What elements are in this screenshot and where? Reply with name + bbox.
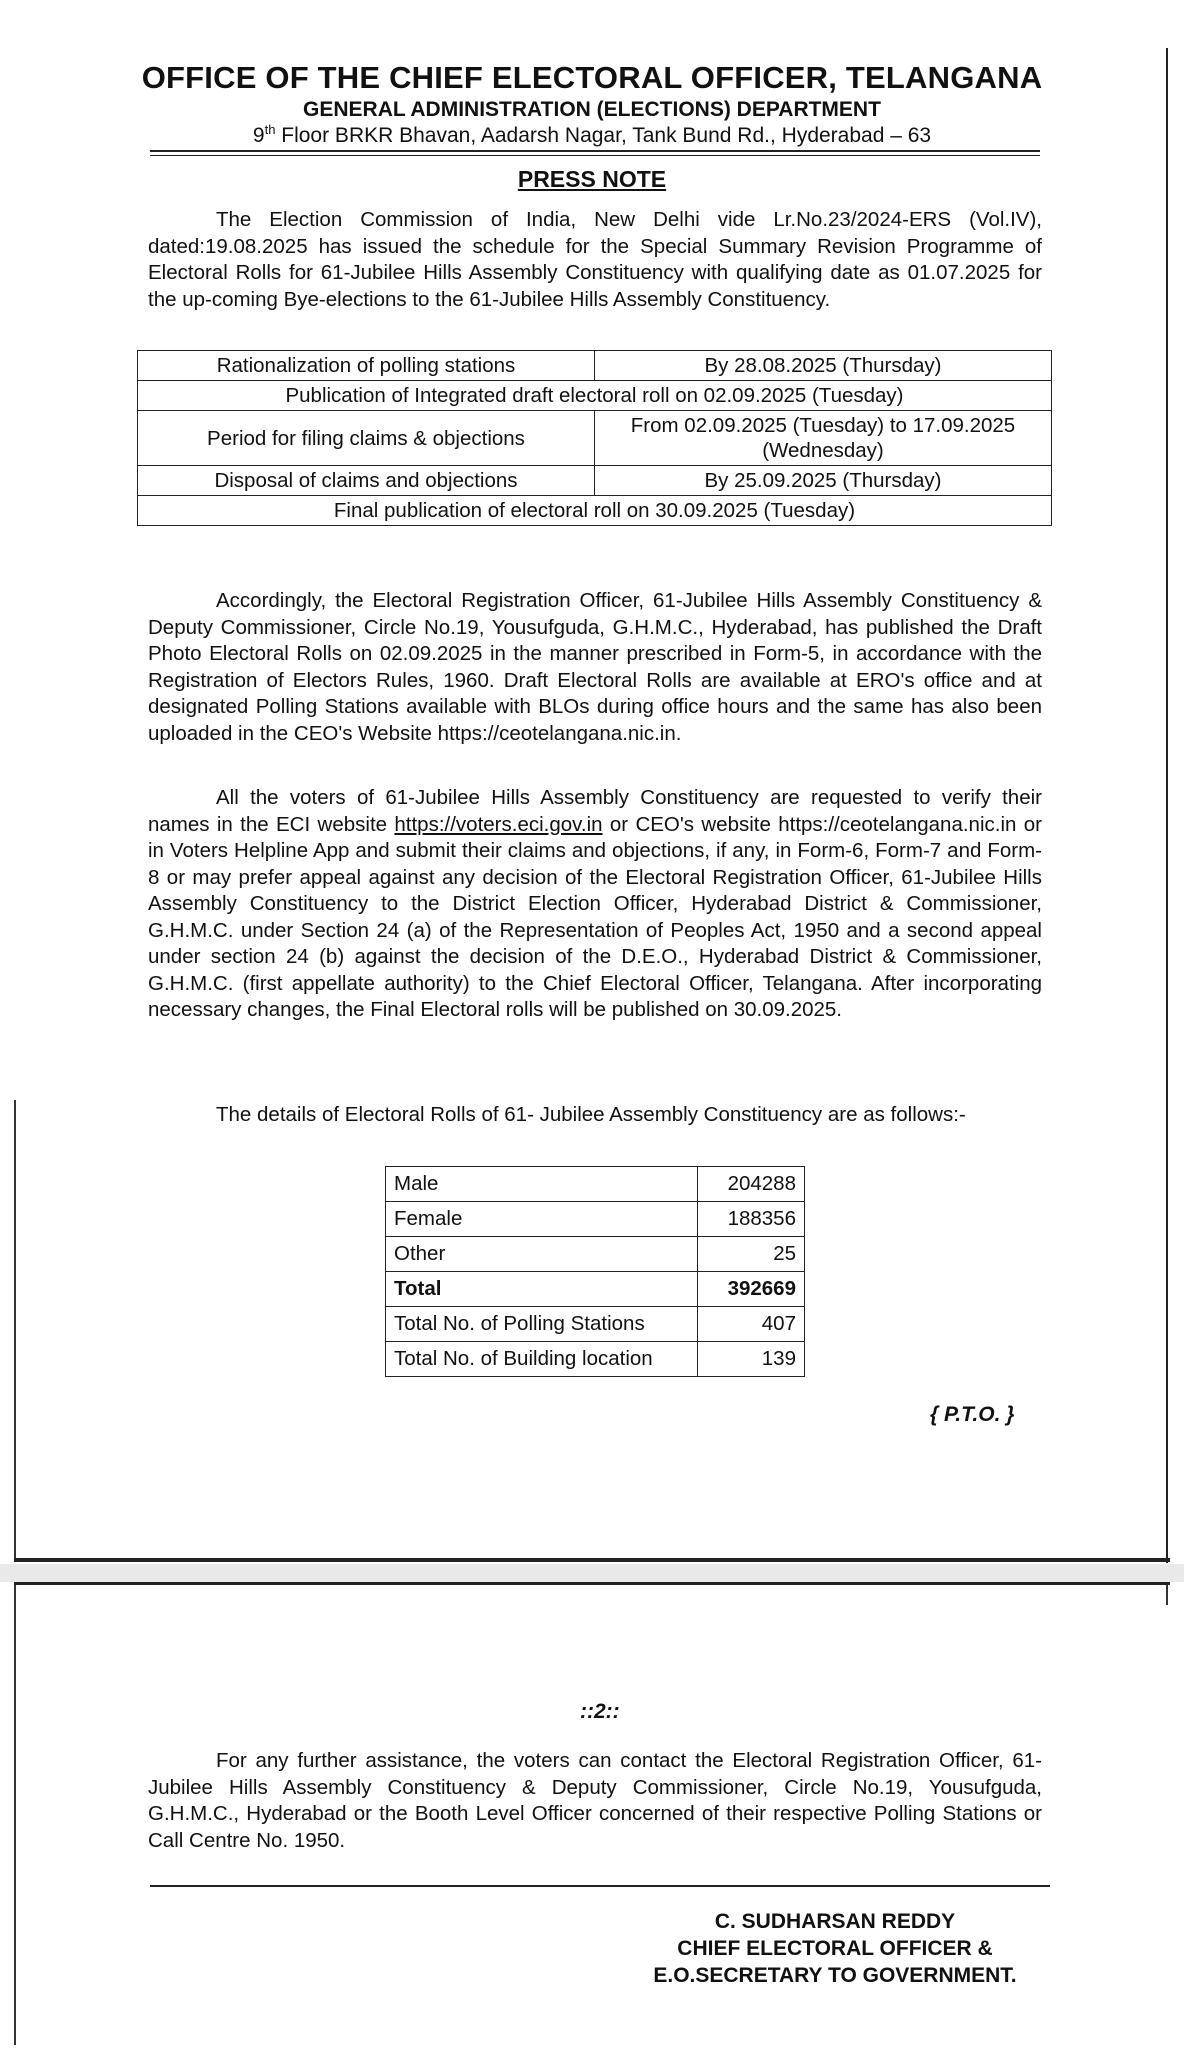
table-row [138, 466, 1052, 496]
details-paragraph: The details of Electoral Rolls of 61- Jubilee Assembly Constituency are as follows:- [216, 1103, 966, 1126]
office-title: OFFICE OF THE CHIEF ELECTORAL OFFICER, TELANGANA [141, 60, 1043, 95]
page-edge [14, 1585, 16, 2045]
stat-label: Male [386, 1167, 698, 1202]
table-row [386, 1237, 805, 1272]
page-number: ::2:: [580, 1700, 620, 1723]
stat-label: Total [386, 1272, 698, 1307]
page-edge [1166, 48, 1168, 1563]
schedule-label: Disposal of claims and objections [138, 466, 595, 496]
electoral-stats-table [385, 1166, 805, 1377]
stat-value: 25 [698, 1237, 805, 1272]
department-name: GENERAL ADMINISTRATION (ELECTIONS) DEPARTMENT [303, 98, 881, 121]
stat-value: 407 [698, 1307, 805, 1342]
schedule-value: By 25.09.2025 (Thursday) [595, 466, 1052, 496]
table-row [386, 1202, 805, 1237]
page-edge [14, 1582, 1170, 1585]
schedule-label: Period for filing claims & objections [138, 411, 595, 466]
stat-value: 204288 [698, 1167, 805, 1202]
intro-paragraph: The Election Commission of India, New Delhi vide Lr.No.23/2024-ERS (Vol.IV), dated:19.08.2025 has issued the schedule for the Special Summary Revision Programme of Electoral Rolls for 61-Jubilee Hills Assembly Constituency with qualifying date as 01.07.2025 for the up-coming Bye-elections to the 61-Jubilee Hills Assembly Constituency. [148, 208, 1042, 311]
signatory-designation: CHIEF ELECTORAL OFFICER & [677, 1937, 993, 1960]
eci-website-link[interactable]: https://voters.eci.gov.in [394, 812, 603, 836]
office-address: 9th Floor BRKR Bhavan, Aadarsh Nagar, Tank Bund Rd., Hyderabad – 63 [252, 122, 932, 147]
pto-note: { P.T.O. } [930, 1403, 1015, 1426]
schedule-full-row: Final publication of electoral roll on 30.09.2025 (Tuesday) [138, 496, 1052, 526]
header-rule [150, 155, 1040, 156]
stat-label: Other [386, 1237, 698, 1272]
assistance-paragraph: For any further assistance, the voters can contact the Electoral Registration Officer, 61-Jubilee Hills Assembly Constituency & Deputy Commissioner, Circle No.19, Yousufguda, G.H.M.C., Hyderabad or the Booth Level Officer concerned of their respective Polling Stations or Call Centre No. 1950. [148, 1749, 1042, 1852]
voters-paragraph: All the voters of 61-Jubilee Hills Assembly Constituency are requested to verify their names in the ECI website https://voters.eci.gov.in or CEO's website https://ceotelangana.nic.in or in Voters Helpline App and submit their claims and objections, if any, in Form-6, Form-7 and Form-8 or may prefer appeal against any decision of the Electoral Registration Officer, 61-Jubilee Hills Assembly Constituency to the District Election Officer, Hyderabad District & Commissioner, G.H.M.C. under Section 24 (a) of the Representation of Peoples Act, 1950 and a second appeal under section 24 (b) against the decision of the D.E.O., Hyderabad District & Commissioner, G.H.M.C. (first appellate authority) to the Chief Electoral Officer, Telangana. After incorporating necessary changes, the Final Electoral rolls will be published on 30.09.2025. [148, 786, 1042, 1021]
signature-rule [150, 1885, 1050, 1887]
header-rule [150, 150, 1040, 152]
table-row [386, 1167, 805, 1202]
stat-value: 139 [698, 1342, 805, 1377]
stat-value: 188356 [698, 1202, 805, 1237]
page-edge [14, 1100, 16, 1560]
page-gap [0, 1564, 1184, 1582]
draft-roll-paragraph: Accordingly, the Electoral Registration Officer, 61-Jubilee Hills Assembly Constituency & Deputy Commissioner, Circle No.19, Yousufguda, G.H.M.C., Hyderabad, has published the Draft Photo Electoral Rolls on 02.09.2025 in the manner prescribed in Form-5, in accordance with the Registration of Electors Rules, 1960. Draft Electoral Rolls are available at ERO's office and at designated Polling Stations available with BLOs during office hours and the same has also been uploaded in the CEO's Website https://ceotelangana.nic.in. [148, 589, 1042, 745]
schedule-value: By 28.08.2025 (Thursday) [595, 351, 1052, 381]
table-row [386, 1272, 805, 1307]
table-row [138, 411, 1052, 466]
stat-label: Total No. of Building location [386, 1342, 698, 1377]
table-row [138, 351, 1052, 381]
signatory-designation: E.O.SECRETARY TO GOVERNMENT. [653, 1964, 1017, 1987]
schedule-value: From 02.09.2025 (Tuesday) to 17.09.2025 (Wednesday) [595, 411, 1052, 466]
page-edge [14, 1558, 1170, 1562]
schedule-full-row: Publication of Integrated draft electoral roll on 02.09.2025 (Tuesday) [138, 381, 1052, 411]
table-row [386, 1307, 805, 1342]
page-edge [1166, 1585, 1168, 1605]
schedule-label: Rationalization of polling stations [138, 351, 595, 381]
press-note-heading: PRESS NOTE [517, 166, 667, 192]
table-row [138, 381, 1052, 411]
stat-label: Total No. of Polling Stations [386, 1307, 698, 1342]
signatory-name: C. SUDHARSAN REDDY [714, 1910, 956, 1933]
schedule-table [137, 350, 1052, 526]
table-row [386, 1342, 805, 1377]
table-row [138, 496, 1052, 526]
stat-value: 392669 [698, 1272, 805, 1307]
stat-label: Female [386, 1202, 698, 1237]
